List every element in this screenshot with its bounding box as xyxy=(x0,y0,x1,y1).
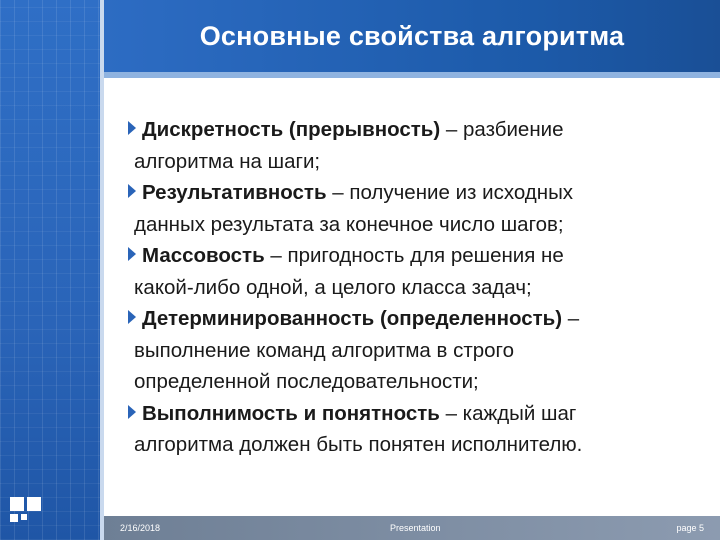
item-first-line xyxy=(128,114,708,146)
logo-square xyxy=(10,497,24,511)
list-item xyxy=(128,240,708,303)
item-first-line xyxy=(128,398,708,430)
footer-presentation-label: Presentation xyxy=(390,523,441,533)
item-continuation: алгоритма должен быть понятен исполнителю. xyxy=(134,433,583,456)
left-separator xyxy=(100,0,104,540)
item-continuation: данных результата за конечное число шагов; xyxy=(134,212,564,236)
squares-logo xyxy=(10,497,44,531)
item-term: Результативность xyxy=(142,181,327,204)
triangle-right-icon xyxy=(128,310,136,324)
list-item xyxy=(128,114,708,177)
triangle-right-icon xyxy=(128,121,136,135)
list-item xyxy=(128,303,708,398)
item-term: Массовость xyxy=(142,244,265,267)
item-first-line xyxy=(128,303,708,335)
item-text: – разбиение xyxy=(440,118,564,141)
item-text: – пригодность для решения не xyxy=(264,244,564,267)
item-term: Выполнимость и понятность xyxy=(142,401,440,425)
item-text: – получение из исходных xyxy=(326,181,574,204)
slide-footer xyxy=(104,516,720,540)
left-band-grid-pattern xyxy=(0,0,100,540)
item-first-line xyxy=(128,177,708,209)
triangle-right-icon xyxy=(128,247,136,261)
triangle-right-icon xyxy=(128,405,136,419)
header-accent-strip xyxy=(104,72,720,78)
triangle-right-icon xyxy=(128,184,136,198)
item-continuation: алгоритма на шаги; xyxy=(134,149,321,173)
item-text: – xyxy=(562,307,580,330)
footer-page-number: page 5 xyxy=(676,523,704,533)
item-term: Детерминированность (определенность) xyxy=(142,307,563,330)
list-item xyxy=(128,177,708,240)
bullet-list xyxy=(128,114,708,461)
footer-date: 2/16/2018 xyxy=(120,523,161,533)
logo-square xyxy=(10,514,18,522)
item-continuation: какой-либо одной, а целого класса задач; xyxy=(134,275,532,299)
list-item xyxy=(128,398,708,461)
logo-square xyxy=(27,497,41,511)
logo-square xyxy=(21,514,27,520)
item-term: Дискретность (прерывность) xyxy=(142,118,441,141)
item-first-line xyxy=(128,240,708,272)
slide-title: Основные свойства алгоритма xyxy=(199,21,625,51)
item-text: – каждый шаг xyxy=(439,401,577,425)
item-continuation: определенной последовательности; xyxy=(134,370,479,393)
item-continuation: выполнение команд алгоритма в строго xyxy=(134,338,514,362)
